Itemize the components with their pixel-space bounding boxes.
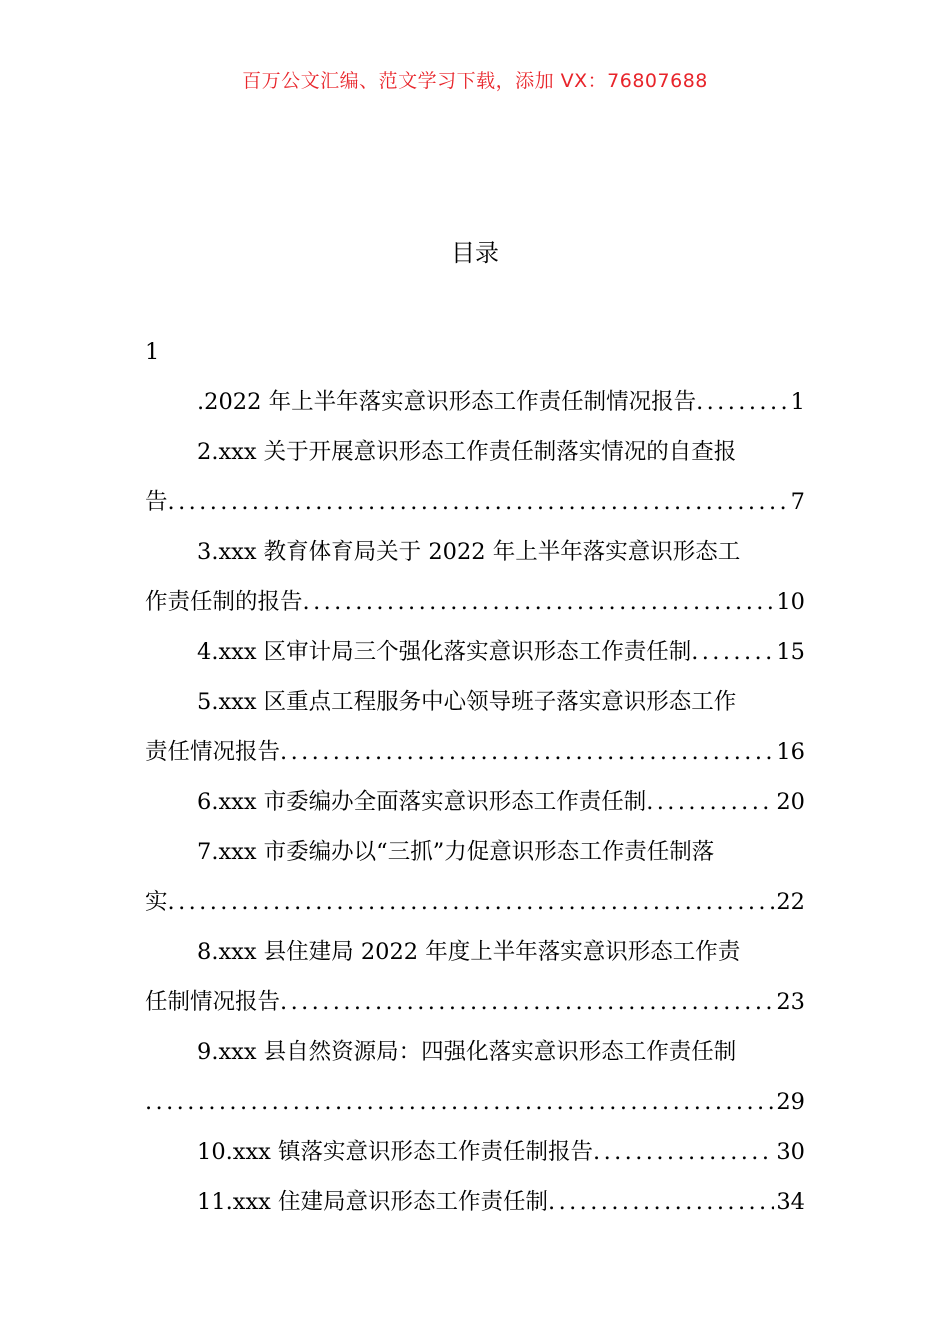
toc-entry-title: 6.xxx 市委编办全面落实意识形态工作责任制 [197,789,647,815]
toc-entry[interactable]: 5.xxx 区重点工程服务中心领导班子落实意识形态工作 [197,689,737,715]
toc-lead-number: 1 [145,339,160,365]
toc-entry[interactable] [145,1186,805,1236]
toc-entry-title: 4.xxx 区审计局三个强化落实意识形态工作责任制 [197,639,692,665]
toc-entry-title-cont: 实 [145,889,168,915]
toc-title: 目录 [451,239,499,267]
leader-dots [280,986,774,1018]
leader-dots [696,386,789,418]
leader-dots [548,1186,774,1218]
toc-entry-page: 1 [790,389,805,415]
leader-dots [280,736,774,768]
toc-entry[interactable] [145,636,805,686]
toc-entry-continuation[interactable] [145,986,805,1036]
toc-entry-page: 15 [776,639,805,665]
toc-entry-page: 22 [776,889,805,915]
toc-entry-title: 10.xxx 镇落实意识形态工作责任制报告 [197,1139,594,1165]
toc-entry[interactable]: 9.xxx 县自然资源局：四强化落实意识形态工作责任制 [197,1039,737,1065]
toc-entry-page: 20 [776,789,805,815]
toc-entry-page: 23 [776,989,805,1015]
toc-entry-title-cont: 告 [145,489,168,515]
toc-entry-continuation[interactable] [145,886,805,936]
toc-entry-page: 10 [776,589,805,615]
toc-entry-continuation[interactable] [145,1086,805,1136]
toc-entry-page: 29 [776,1089,805,1115]
leader-dots [168,886,775,918]
toc-entry-title-cont: 责任情况报告 [145,739,281,765]
toc-entry-continuation[interactable] [145,586,805,636]
toc-entry-continuation[interactable] [145,486,805,536]
toc-entry-page: 34 [776,1189,805,1215]
toc-entry[interactable]: 7.xxx 市委编办以“三抓”力促意识形态工作责任制落 [197,839,715,865]
leader-dots [593,1136,774,1168]
toc-entry[interactable] [145,786,805,836]
toc-entry[interactable]: 2.xxx 关于开展意识形态工作责任制落实情况的自查报 [197,439,737,465]
toc-entry-title: 11.xxx 住建局意识形态工作责任制 [197,1189,549,1215]
toc-entry[interactable]: 8.xxx 县住建局 2022 年度上半年落实意识形态工作责 [197,939,741,965]
leader-dots [145,1086,774,1118]
table-of-contents [145,336,805,1236]
toc-entry[interactable] [145,1136,805,1186]
toc-entry[interactable] [145,386,805,436]
toc-entry-page: 16 [776,739,805,765]
leader-dots [303,586,775,618]
header-note: 百万公文汇编、范文学习下载，添加 VX：76807688 [242,70,708,92]
toc-entry-title-cont: 作责任制的报告 [145,589,303,615]
toc-entry-continuation[interactable] [145,736,805,786]
leader-dots [168,486,789,518]
leader-dots [691,636,774,668]
toc-entry-title-cont: 任制情况报告 [145,989,281,1015]
toc-entry-title: .2022 年上半年落实意识形态工作责任制情况报告 [197,389,697,415]
toc-entry-page: 30 [776,1139,805,1165]
leader-dots [646,786,774,818]
toc-entry-page: 7 [790,489,805,515]
toc-entry[interactable]: 3.xxx 教育体育局关于 2022 年上半年落实意识形态工 [197,539,741,565]
